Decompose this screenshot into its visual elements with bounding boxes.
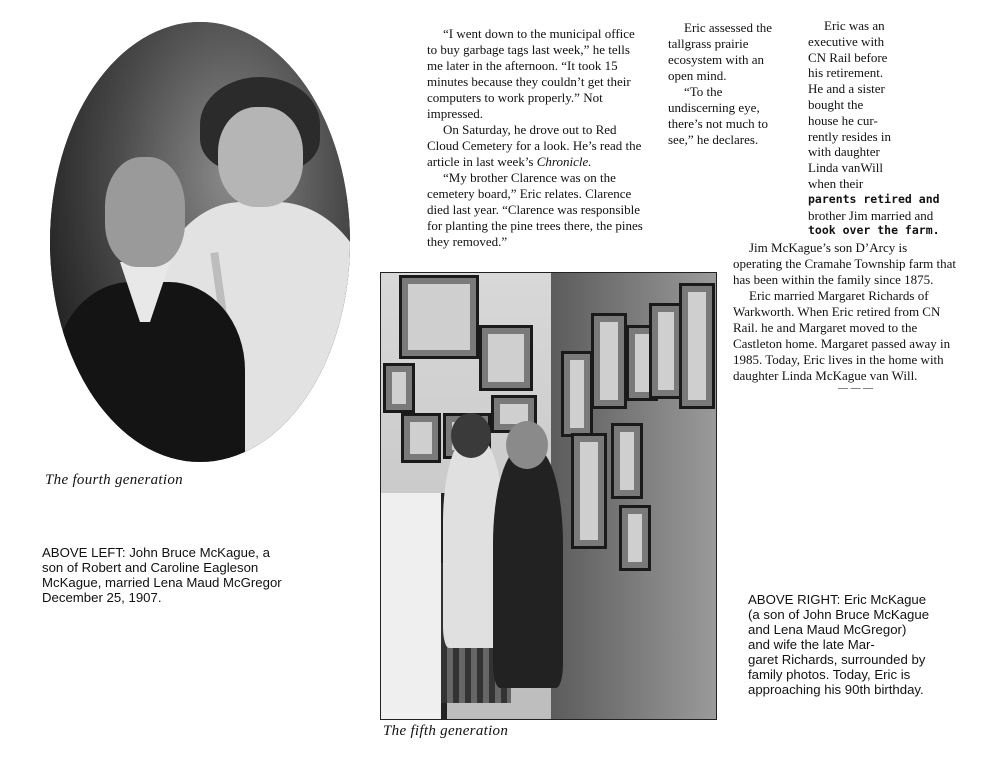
caption-title-right: The fifth generation (383, 723, 509, 739)
caption-line: ABOVE RIGHT: Eric McKague (748, 592, 927, 607)
text-line: executive with (808, 33, 885, 49)
paragraph: “I went down to the municipal office to buy garbage tags last week,” he tells me later in the afternoon. “It took 15 minutes because they couldn’t get their computers to work properly.” Not impressed. (427, 26, 635, 121)
framed-portrait (401, 413, 441, 463)
framed-portrait (561, 351, 593, 437)
text-line: took over the farm. (808, 223, 940, 238)
text-line: his retirement. (808, 65, 884, 81)
paragraph: “My brother Clarence was on the cemetery board,” Eric relates. Clarence died last year. “Clarence was responsible for planting the pine trees there, the pines they removed.” (427, 170, 643, 249)
framed-portrait (383, 363, 415, 413)
caption-line: and Lena Maud McGregor) (748, 622, 907, 637)
text-line: when their (808, 175, 864, 191)
article-column-2 (668, 20, 778, 148)
caption-line: approaching his 90th birthday. (748, 682, 924, 697)
framed-portrait (591, 313, 627, 409)
caption-line: and wife the late Mar- (748, 637, 875, 652)
photo-fifth-generation (380, 272, 717, 720)
paragraph: “To the undiscerning eye, there’s not much to see,” he declares. (668, 84, 769, 147)
text-line: brother Jim married and (808, 207, 934, 223)
article-column-3-lower (733, 240, 958, 394)
framed-portrait (619, 505, 651, 571)
article-column-1 (427, 26, 645, 250)
framed-portrait (479, 325, 533, 391)
text-line: house he cur- (808, 112, 878, 128)
text-line: Linda vanWill (808, 160, 883, 176)
paragraph: Eric married Margaret Richards of Warkworth. When Eric retired from CN Rail. he and Margaret moved to the Castleton home. Margaret passed away in 1985. Today, Eric lives in the home with daughter Linda McKague van Will. (733, 288, 951, 383)
paragraph: Eric assessed the tallgrass prairie ecosystem with an open mind. (668, 20, 773, 83)
caption-line: garet Richards, surrounded by (748, 652, 926, 667)
end-mark: — — — (838, 383, 873, 394)
text-line: parents retired and (808, 191, 940, 206)
stair-railing (381, 493, 447, 719)
text-line: with daughter (808, 144, 880, 160)
caption-title-left: The fourth generation (45, 472, 183, 488)
photo-fourth-generation (50, 22, 350, 462)
framed-portrait (399, 275, 479, 359)
framed-portrait (611, 423, 643, 499)
man-figure (493, 448, 563, 688)
paragraph: On Saturday, he drove out to Red Cloud Cemetery for a look. He’s read the article in last week’s Chronicle. (427, 122, 642, 169)
text-line: rently resides in (808, 128, 892, 144)
article-column-3 (808, 18, 978, 239)
text-line: Eric was an (824, 18, 885, 33)
text-line: bought the (808, 96, 864, 112)
framed-portrait (571, 433, 607, 549)
caption-left: ABOVE LEFT: John Bruce McKague, a son of Robert and Caroline Eagleson McKague, married Lena Maud McGregor December 25, 1907. (42, 545, 282, 605)
text-line: CN Rail before (808, 49, 888, 65)
paragraph: Jim McKague’s son D’Arcy is operating the Cramahe Township farm that has been within the family since 1875. (733, 240, 957, 287)
framed-portrait (649, 303, 683, 399)
caption-line: (a son of John Bruce McKague (748, 607, 930, 622)
caption-right (748, 592, 973, 697)
framed-portrait (679, 283, 715, 409)
text-line: He and a sister (808, 81, 885, 97)
caption-line: family photos. Today, Eric is (748, 667, 911, 682)
